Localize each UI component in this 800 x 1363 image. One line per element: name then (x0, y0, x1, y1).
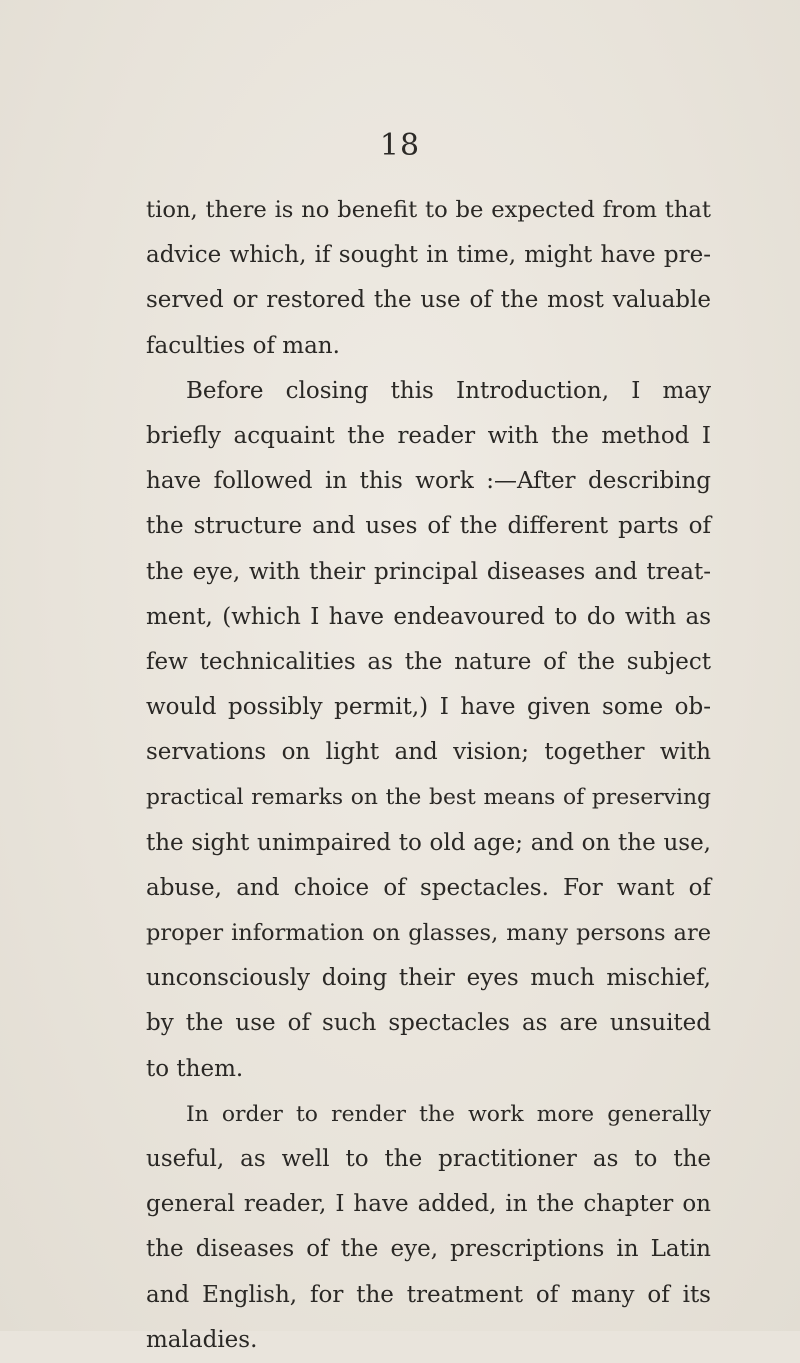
text-line: to them. (146, 1055, 244, 1082)
text-line: advice which, if sought in time, might have pre- (146, 242, 711, 269)
text-line: proper information on glasses, many persons are (146, 920, 711, 946)
text-line: In order to render the work more generally (186, 1101, 711, 1127)
text-line: the eye, with their principal diseases and treat- (146, 558, 711, 585)
text-line: by the use of such spectacles as are unsuited (146, 1010, 711, 1037)
text-line: Before closing this Introduction, I may (186, 377, 711, 404)
text-line: abuse, and choice of spectacles. For want of (146, 874, 711, 901)
text-line: served or restored the use of the most valuable (146, 287, 711, 314)
text-line: practical remarks on the best means of preserving (146, 785, 711, 811)
text-line: ment, (which I have endeavoured to do with as (146, 603, 711, 630)
text-line: briefly acquaint the reader with the method I (146, 422, 711, 449)
text-line: useful, as well to the practitioner as to the (146, 1145, 711, 1172)
body-text (146, 188, 711, 1363)
text-line: faculties of man. (146, 332, 340, 359)
text-line: and English, for the treatment of many of its (146, 1281, 711, 1308)
text-line: unconsciously doing their eyes much mischief, (146, 965, 711, 992)
text-line: servations on light and vision; together with (146, 739, 711, 766)
text-line: maladies. (146, 1326, 258, 1353)
text-line: the diseases of the eye, prescriptions in Latin (146, 1236, 711, 1263)
page-number: 18 (379, 128, 421, 163)
text-line: would possibly permit,) I have given some ob- (146, 694, 711, 721)
text-line: the sight unimpaired to old age; and on the use, (146, 829, 711, 856)
text-line: the structure and uses of the different parts of (146, 513, 711, 540)
text-line: few technicalities as the nature of the subject (146, 648, 711, 675)
text-line: have followed in this work :—After describing (146, 468, 711, 495)
text-line: general reader, I have added, in the chapter on (146, 1191, 711, 1218)
text-line: tion, there is no benefit to be expected from that (146, 197, 711, 223)
